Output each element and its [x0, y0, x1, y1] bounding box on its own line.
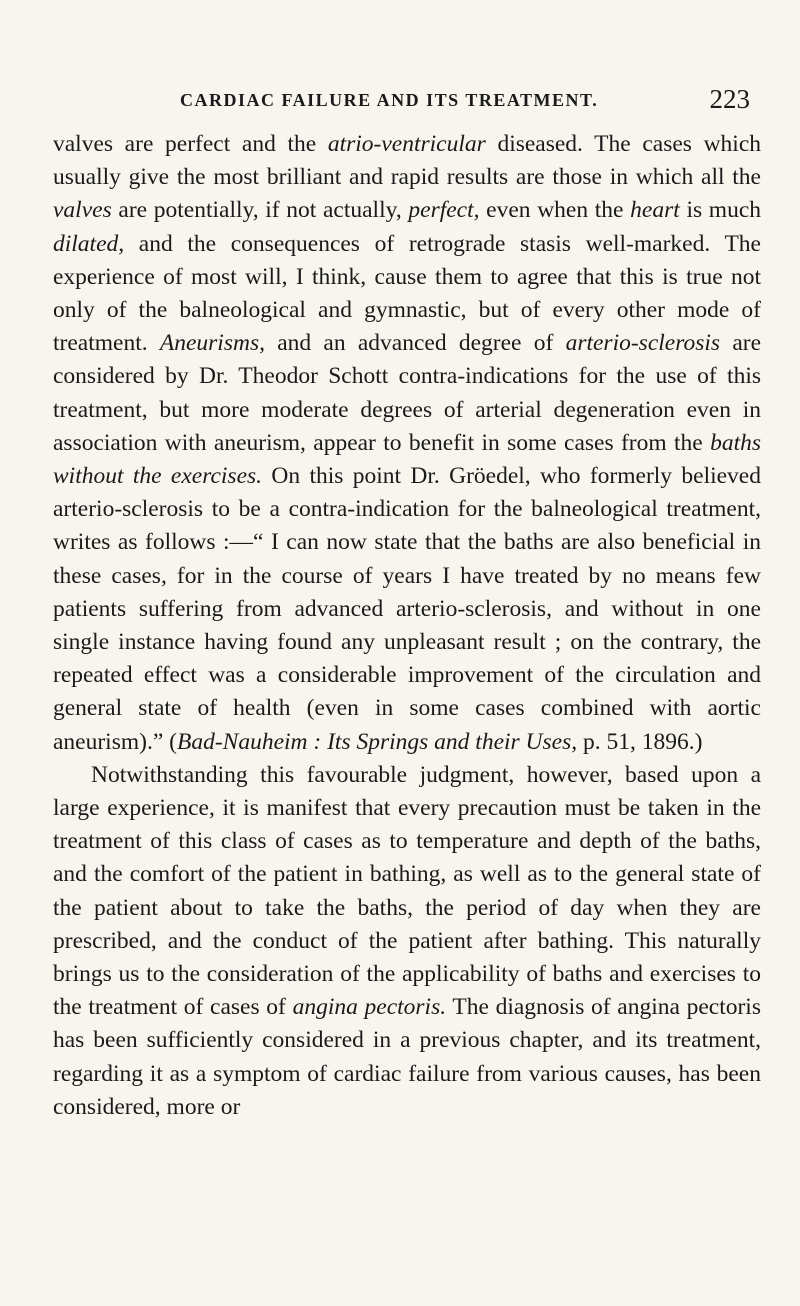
paragraph-2 — [53, 759, 761, 1124]
running-title: CARDIAC FAILURE AND ITS TREATMENT. — [180, 90, 599, 110]
running-head — [140, 84, 750, 116]
italic-text: arterio-sclerosis — [565, 330, 721, 357]
text-run: On this point Dr. Gröedel, who formerly believed arterio-sclerosis to be a contra-indication for the balneological treatment, writes as follows :—“ I can now state that the baths are also beneficial in these cases, for in the course of years I have treated by no means few patients suffering from advanced arterio-sclerosis, and without in one single instance having found any unpleasant result ; on the contrary, the repeated effect was a considerable improvement of the circulation and general state of health (even in some cases combined with aortic aneurism).” ( — [53, 463, 761, 755]
text-run: and an advanced degree of — [264, 330, 566, 357]
text-run: The diagnosis of angina pectoris has been sufficiently considered in a previous chapter, and its treatment, regarding it as a symptom of cardiac failure from various causes, has been considered, more or — [53, 994, 761, 1120]
text-run: are potentially, if not actually, — [111, 197, 409, 224]
paragraph-1 — [53, 128, 761, 759]
body-text — [53, 128, 761, 1124]
text-run: are considered by Dr. Theodor Schott contra-indications for the use of this treatment, but more moderate degrees of arterial degeneration even in association with aneurism, appear to benefit in some cases from the — [53, 330, 762, 456]
italic-text: dilated, — [53, 230, 125, 257]
italic-text: Bad-Nauheim : Its Springs and their Uses, — [176, 728, 578, 755]
italic-text: Aneurisms, — [159, 330, 265, 357]
page-number: 223 — [709, 84, 750, 114]
italic-text: heart — [630, 197, 680, 224]
italic-text: valves — [53, 197, 112, 224]
text-run: valves are perfect and the — [53, 131, 328, 157]
italic-text: perfect, — [408, 197, 480, 224]
italic-text: atrio-ventricular — [327, 131, 486, 157]
text-run: is much — [679, 197, 762, 224]
italic-text: baths without the exercises. — [53, 429, 761, 490]
text-run: even when the — [479, 197, 631, 224]
text-run: Notwithstanding this favourable judgment, however, based upon a large experience, it is manifest that every precaution must be taken in the treatment of this class of cases as to temperature and depth of the baths, and the comfort of the patient in bathing, as well as to the general state of the patient about to take the baths, the period of day when they are prescribed, and the conduct of the patient after bathing. This naturally brings us to the consideration of the applicability of baths and exercises to the treatment of cases of — [53, 761, 761, 1021]
text-run: diseased. The cases which usually give the most brilliant and rapid results are those in which all the — [53, 131, 762, 191]
text-run: and the consequences of retrograde stasis well-marked. The experience of most will, I think, cause them to agree that this is true not only of the balneological and gymnastic, but of every other mode of treatment. — [53, 230, 761, 357]
italic-text: angina pectoris. — [292, 994, 447, 1021]
text-run: p. 51, 1896.) — [577, 728, 703, 755]
